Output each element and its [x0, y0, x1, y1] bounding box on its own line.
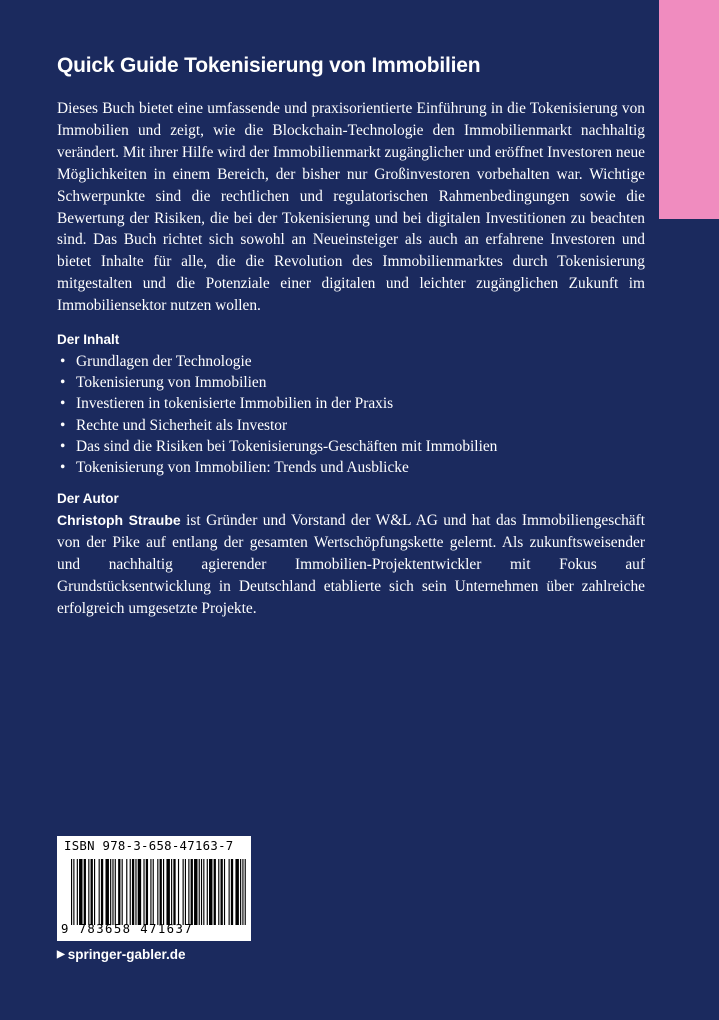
- barcode-bar: [242, 859, 243, 925]
- barcode-bar: [110, 859, 111, 925]
- publisher-link[interactable]: [57, 947, 186, 962]
- barcode-bar: [118, 859, 120, 925]
- barcode-bar: [153, 859, 154, 925]
- barcode-bar: [112, 859, 113, 925]
- barcode-bar: [157, 859, 158, 925]
- barcode-bar: [188, 859, 189, 925]
- barcode-bar: [163, 859, 164, 925]
- author-bio: [57, 510, 645, 620]
- barcode-bar: [115, 859, 116, 925]
- barcode-bar: [245, 859, 246, 925]
- barcode-bar: [106, 859, 109, 925]
- author-heading: Der Autor: [57, 491, 119, 507]
- barcode-bar: [203, 859, 204, 925]
- barcode-bar: [146, 859, 148, 925]
- barcode-bars: [71, 859, 247, 925]
- barcode-bar: [231, 859, 233, 925]
- text-column: [57, 98, 645, 620]
- publisher-url: springer-gabler.de: [67, 947, 186, 962]
- barcode-bar: [122, 859, 123, 925]
- barcode-bar: [84, 859, 86, 925]
- list-item: • Rechte und Sicherheit als Investor: [57, 415, 645, 436]
- barcode-bar: [214, 859, 216, 925]
- author-name: Christoph Straube: [57, 512, 181, 529]
- barcode-bar: [138, 859, 141, 925]
- barcode-bar: [143, 859, 144, 925]
- barcode-bar: [150, 859, 151, 925]
- page-title: Quick Guide Tokenisierung von Immobilien: [57, 54, 481, 77]
- barcode-bar: [183, 859, 184, 925]
- accent-strip: [659, 0, 719, 219]
- arrow-right-icon: ▶: [57, 949, 65, 960]
- barcode-bar: [126, 859, 127, 925]
- barcode-bar: [71, 859, 72, 925]
- barcode-bar: [218, 859, 219, 925]
- barcode-bar: [77, 859, 78, 925]
- list-item: • Tokenisierung von Immobilien: Trends und Ausblicke: [57, 457, 645, 478]
- author-bio-text: ist Gründer und Vorstand der W&L AG und hat das Immobiliengeschäft von der Pike auf entlang der gesamten Wertschöpfungskette gelernt. Als zukunftsweisender und nachhaltig agierender Immobilien-Projektentwickler mit Fokus auf Grundstücksentwicklung in Deutschland etablierte sich sein Unternehmen über zahlreiche erfolgreich umgesetzte Projekte.: [57, 512, 645, 617]
- intro-paragraph: Dieses Buch bietet eine umfassende und praxisorientierte Einführung in die Tokenisierung von Immobilien und zeigt, wie die Blockchain-Technologie den Immobilienmarkt nachhaltig verändert. Mit ihrer Hilfe wird der Immobilienmarkt zugänglicher und eröffnet Investoren neue Möglichkeiten in einem Bereich, der bisher nur Großinvestoren vorbehalten war. Wichtige Schwerpunkte sind die rechtlichen und regulatorischen Rahmenbedingungen sowie die Bewertung der Risiken, die bei der Tokenisierung und bei digitalen Investitionen zu beachten sind. Das Buch richtet sich sowohl an Neueinsteiger als auch an erfahrene Investoren und bietet Inhalte für alle, die die Revolution des Immobilienmarktes durch Tokenisierung mitgestalten und die Potenziale einer digitalen und leichter zugänglichen Zukunft im Immobiliensektor nutzen wollen.: [57, 100, 645, 315]
- barcode-bar: [185, 859, 186, 925]
- barcode-bar: [135, 859, 136, 925]
- isbn-label: ISBN 978-3-658-47163-7: [64, 839, 234, 853]
- barcode-bar: [191, 859, 193, 925]
- barcode-bar: [209, 859, 212, 925]
- barcode-bar: [221, 859, 223, 925]
- barcode-bar: [235, 859, 238, 925]
- list-item: • Grundlagen der Technologie: [57, 351, 645, 372]
- barcode-bar: [224, 859, 225, 925]
- barcode-bar: [194, 859, 197, 925]
- contents-heading: Der Inhalt: [57, 332, 120, 348]
- barcode-bar: [94, 859, 95, 925]
- barcode-bar: [130, 859, 131, 925]
- contents-list: [57, 351, 645, 478]
- barcode-bar: [91, 859, 93, 925]
- barcode-bar: [178, 859, 179, 925]
- ean-digits: 9 783658 471637: [61, 922, 194, 936]
- list-item: • Das sind die Risiken bei Tokenisierungs-Geschäften mit Immobilien: [57, 436, 645, 457]
- barcode-bar: [73, 859, 74, 925]
- barcode-bar: [88, 859, 89, 925]
- barcode-bar: [171, 859, 172, 925]
- isbn-barcode: [57, 836, 251, 941]
- barcode-bar: [201, 859, 202, 925]
- barcode-bar: [240, 859, 241, 925]
- list-item: • Tokenisierung von Immobilien: [57, 372, 645, 393]
- list-item: • Investieren in tokenisierte Immobilien in der Praxis: [57, 393, 645, 414]
- barcode-bar: [207, 859, 208, 925]
- barcode-bar: [173, 859, 175, 925]
- barcode-bar: [160, 859, 162, 925]
- barcode-bar: [101, 859, 103, 925]
- barcode-bar: [199, 859, 200, 925]
- barcode-bar: [79, 859, 82, 925]
- barcode-bar: [229, 859, 230, 925]
- barcode-bar: [132, 859, 134, 925]
- barcode-bar: [99, 859, 100, 925]
- barcode-bar: [166, 859, 169, 925]
